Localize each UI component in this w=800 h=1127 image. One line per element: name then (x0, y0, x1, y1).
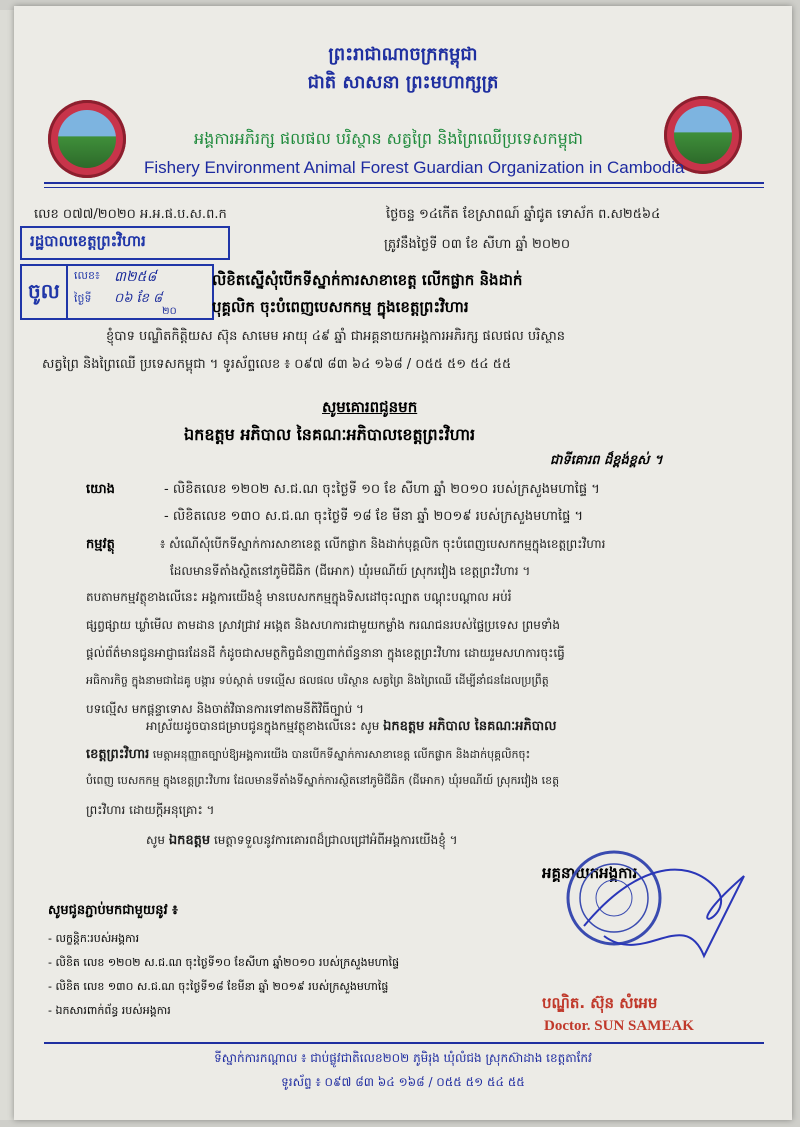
body2-line1-start: អាស្រ័យដូចបានជម្រាបជូនក្នុងកម្មវត្ថុខាងលើនេះ សូម (146, 719, 380, 733)
stamp-no-label: លេខ៖ (74, 269, 100, 282)
reference-item-2: - លិខិតលេខ ១៣០ ស.ជ.ណ ចុះថ្ងៃទី ១៨ ខែ មីនា ឆ្នាំ ២០១៩ របស់ក្រសួងមហាផ្ទៃ ។ (164, 509, 584, 524)
stamp-date-label: ថ្ងៃទី (74, 292, 92, 305)
received-stamp-title-box (20, 226, 230, 260)
closing-line (146, 832, 458, 851)
body2-line2 (86, 746, 530, 765)
intro-line2: សត្វព្រៃ និងព្រៃឈើ ប្រទេសកម្ពុជា ។ ទូរស័ព្ទលេខ ៖ ០៩៧ ៨៣ ៦៤ ១៦៨ / ០៥៥ ៥១ ៥៤ ៥៥ (42, 357, 512, 372)
stamp-divider (66, 266, 68, 318)
body2-line2-rest: មេត្តាអនុញ្ញាតច្បាប់ឱ្យអង្គការយើង បានបើកទីស្នាក់ការសាខាខេត្ត លើកផ្លាក និងដាក់បុគ្គលិកចុះ (152, 748, 531, 761)
reference-number: លេខ ០៧៧/២០២០ អ.អ.ផ.ប.ស.ព.ក (34, 207, 227, 222)
signatory-name-khmer: បណ្ឌិត. ស៊ុន សំអេម (542, 994, 658, 1012)
body2-line4: ព្រះវិហារ ដោយក្ដីអនុគ្រោះ ។ (86, 803, 215, 817)
national-motto: ជាតិ សាសនា ព្រះមហាក្សត្រ (307, 72, 499, 93)
org-name-english: Fishery Environment Animal Forest Guardian Organization in Cambodia (144, 158, 685, 177)
body1-line4: អធិការកិច្ច ក្នុងនាមជាដៃគូ បង្ការ ទប់ស្កាត់ បទល្មើស ផលផល បរិស្ថាន សត្វព្រៃ និងព្រៃឈើ ដើម្បីនាំជនដែលប្រព្រឹត្ត (86, 674, 549, 687)
subject-line2: ដែលមានទីតាំងស្ថិតនៅភូមិជីឆិក (ជីអោក) ឃុំរមណីយ៍ ស្រុករវៀង ខេត្តព្រះវិហារ ។ (170, 564, 531, 578)
footer-phone: ទូរស័ព្ទ ៖ ០៩៧ ៨៣ ៦៤ ១៦៨ / ០៥៥ ៥១ ៥៤ ៥៥ (281, 1075, 525, 1089)
stamp-year: ២០ (162, 306, 177, 317)
body1-line5: បទល្មើស មកផ្ដន្ទាទោស និងចាត់វិធានការទៅតាមនីតិវិធីច្បាប់ ។ (86, 702, 364, 716)
closing-bold: ឯកឧត្តម (168, 833, 211, 848)
footer-address: ទីស្នាក់ការកណ្ដាល ៖ ជាប់ផ្លូវជាតិលេខ២០២ ភូមិរុង ឃុំលំជង ស្រុកស៊ាដាង ខេត្តតាកែវ (214, 1051, 592, 1065)
seal-and-signature (544, 846, 784, 996)
closing-start: សូម (146, 833, 166, 847)
subject-line1: ៖ សំណើសុំបើកទីស្នាក់ការសាខាខេត្ត លើកផ្លាក និងដាក់បុគ្គលិក ចុះបំពេញបេសកកម្មក្នុងខេត្តព្រះវិហារ (160, 537, 606, 551)
org-logo-left (48, 100, 126, 178)
footer-rule (44, 1042, 764, 1044)
attachments-title: សូមជូនភ្ជាប់មកជាមួយនូវ ៖ (48, 903, 178, 918)
body2-line2-bold: ខេត្តព្រះវិហារ (86, 747, 150, 762)
attachment-item-3: - លិខិត លេខ ១៣០ ស.ជ.ណ ចុះថ្ងៃទី១៨ ខែមីនា ឆ្នាំ ២០១៩ របស់ក្រសួងមហាផ្ទៃ (48, 980, 389, 993)
respectfully-heading: សូមគោរពជូនមក (322, 398, 418, 416)
header-rule-thin (44, 187, 764, 188)
letter-page (14, 6, 792, 1120)
subject-label: កម្មវត្ថុ (86, 537, 115, 552)
subject-title-line1: លិខិតស្នើសុំបើកទីស្នាក់ការសាខាខេត្ត លើកផ្លាក និងដាក់ (212, 271, 523, 289)
date-lunar: ថ្ងៃចន្ទ ១៤កើត ខែស្រាពណ៍ ឆ្នាំជូត ទោស័ក ព.ស២៥៦៤ (386, 207, 661, 222)
body1-line2: ផ្សព្វផ្សាយ ឃ្លាំមើល តាមដាន ស្រាវជ្រាវ អង្កេត និងសហការជាមួយកម្លាំង ករណជនរបស់ផ្ទៃប្រទេស ព្រមទាំង (86, 618, 560, 632)
attachment-item-1: - លក្ខន្តិកៈរបស់អង្គការ (48, 932, 140, 945)
subject-title-line2: បុគ្គលិក ចុះបំពេញបេសកកម្ម ក្នុងខេត្តព្រះវិហារ (212, 298, 469, 316)
reference-item-1: - លិខិតលេខ ១២០២ ស.ជ.ណ ចុះថ្ងៃទី ១០ ខែ សីហា ឆ្នាំ ២០១០ របស់ក្រសួងមហាផ្ទៃ ។ (164, 482, 600, 497)
body2-line3: បំពេញ បេសកកម្ម ក្នុងខេត្តព្រះវិហារ ដែលមានទីតាំងទីស្នាក់ការស្ថិតនៅភូមិជីឆិក (ជីអោក) ឃុំរមណីយ៍ ស្រុករវៀង ខេត្ត (86, 774, 560, 787)
stamp-no-value: ៣២៥៨ (114, 269, 157, 285)
closing-rest: មេត្តាទទួលនូវការគោរពដ៏ជ្រាលជ្រៅអំពីអង្គការយើងខ្ញុំ ។ (213, 833, 458, 847)
body1-line1: តបតាមកម្មវត្ថុខាងលើនេះ អង្គការយើងខ្ញុំ មានបេសកកម្មក្នុងទិសដៅចុះល្បាត បណ្ដុះបណ្ដាល អប់រំ (86, 590, 512, 604)
signatory-name-english: Doctor. SUN SAMEAK (544, 1018, 694, 1034)
body1-line3: ផ្ដល់ព័ត៌មានជូនអាជ្ញាធរដែនដី កំដូចជាសមត្ថកិច្ចជំនាញពាក់ព័ន្ធនានា ក្នុងខេត្តព្រះវិហារ ដោយរួមសហការចុះធ្វើ (86, 646, 565, 660)
signature-role: អគ្គនាយកអង្គការ (542, 864, 638, 882)
received-stamp-box (20, 264, 214, 320)
body-paragraph-1 (86, 583, 766, 723)
org-name-khmer: អង្គការអភិរក្ស ផលផល បរិស្ថាន សត្វព្រៃ និងព្រៃឈើប្រទេសកម្ពុជា (194, 129, 584, 148)
stamp-date-value: ០៦ ខែ ៨ (114, 291, 163, 306)
seal-inner-ring (580, 864, 648, 932)
seal-outer-ring (568, 852, 660, 944)
stamp-label: ចូល (28, 279, 60, 303)
body2-line1 (146, 718, 556, 737)
attachment-item-4: - ឯកសារពាក់ព័ន្ធ របស់អង្គការ (48, 1004, 171, 1017)
high-regard: ជាទីគោរព ដ៏ខ្ពង់ខ្ពស់ ។ (550, 453, 663, 468)
attachment-item-2: - លិខិត លេខ ១២០២ ស.ជ.ណ ចុះថ្ងៃទី១០ ខែសីហា ឆ្នាំ២០១០ របស់ក្រសួងមហាផ្ទៃ (48, 956, 400, 969)
stamp-title: រដ្ឋបាលខេត្តព្រះវិហារ (30, 232, 146, 250)
header-rule (44, 182, 764, 184)
intro-line1: ខ្ញុំបាទ បណ្ឌិតកិត្តិយស ស៊ុន សាមេម អាយុ ៤៩ ឆ្នាំ ជាអគ្គនាយកអង្គការអភិរក្ស ផលផល បរិស្ថាន (106, 329, 566, 344)
date-solar: ត្រូវនឹងថ្ងៃទី ០៣ ខែ សីហា ឆ្នាំ ២០២០ (384, 237, 571, 252)
references-label: យោង (86, 482, 115, 497)
recipient-title: ឯកឧត្តម អភិបាល នៃគណៈអភិបាលខេត្តព្រះវិហារ (184, 425, 476, 444)
kingdom-title: ព្រះរាជាណាចក្រកម្ពុជា (328, 44, 478, 65)
body2-line1-bold: ឯកឧត្តម អភិបាល នៃគណៈអភិបាល (383, 719, 557, 734)
